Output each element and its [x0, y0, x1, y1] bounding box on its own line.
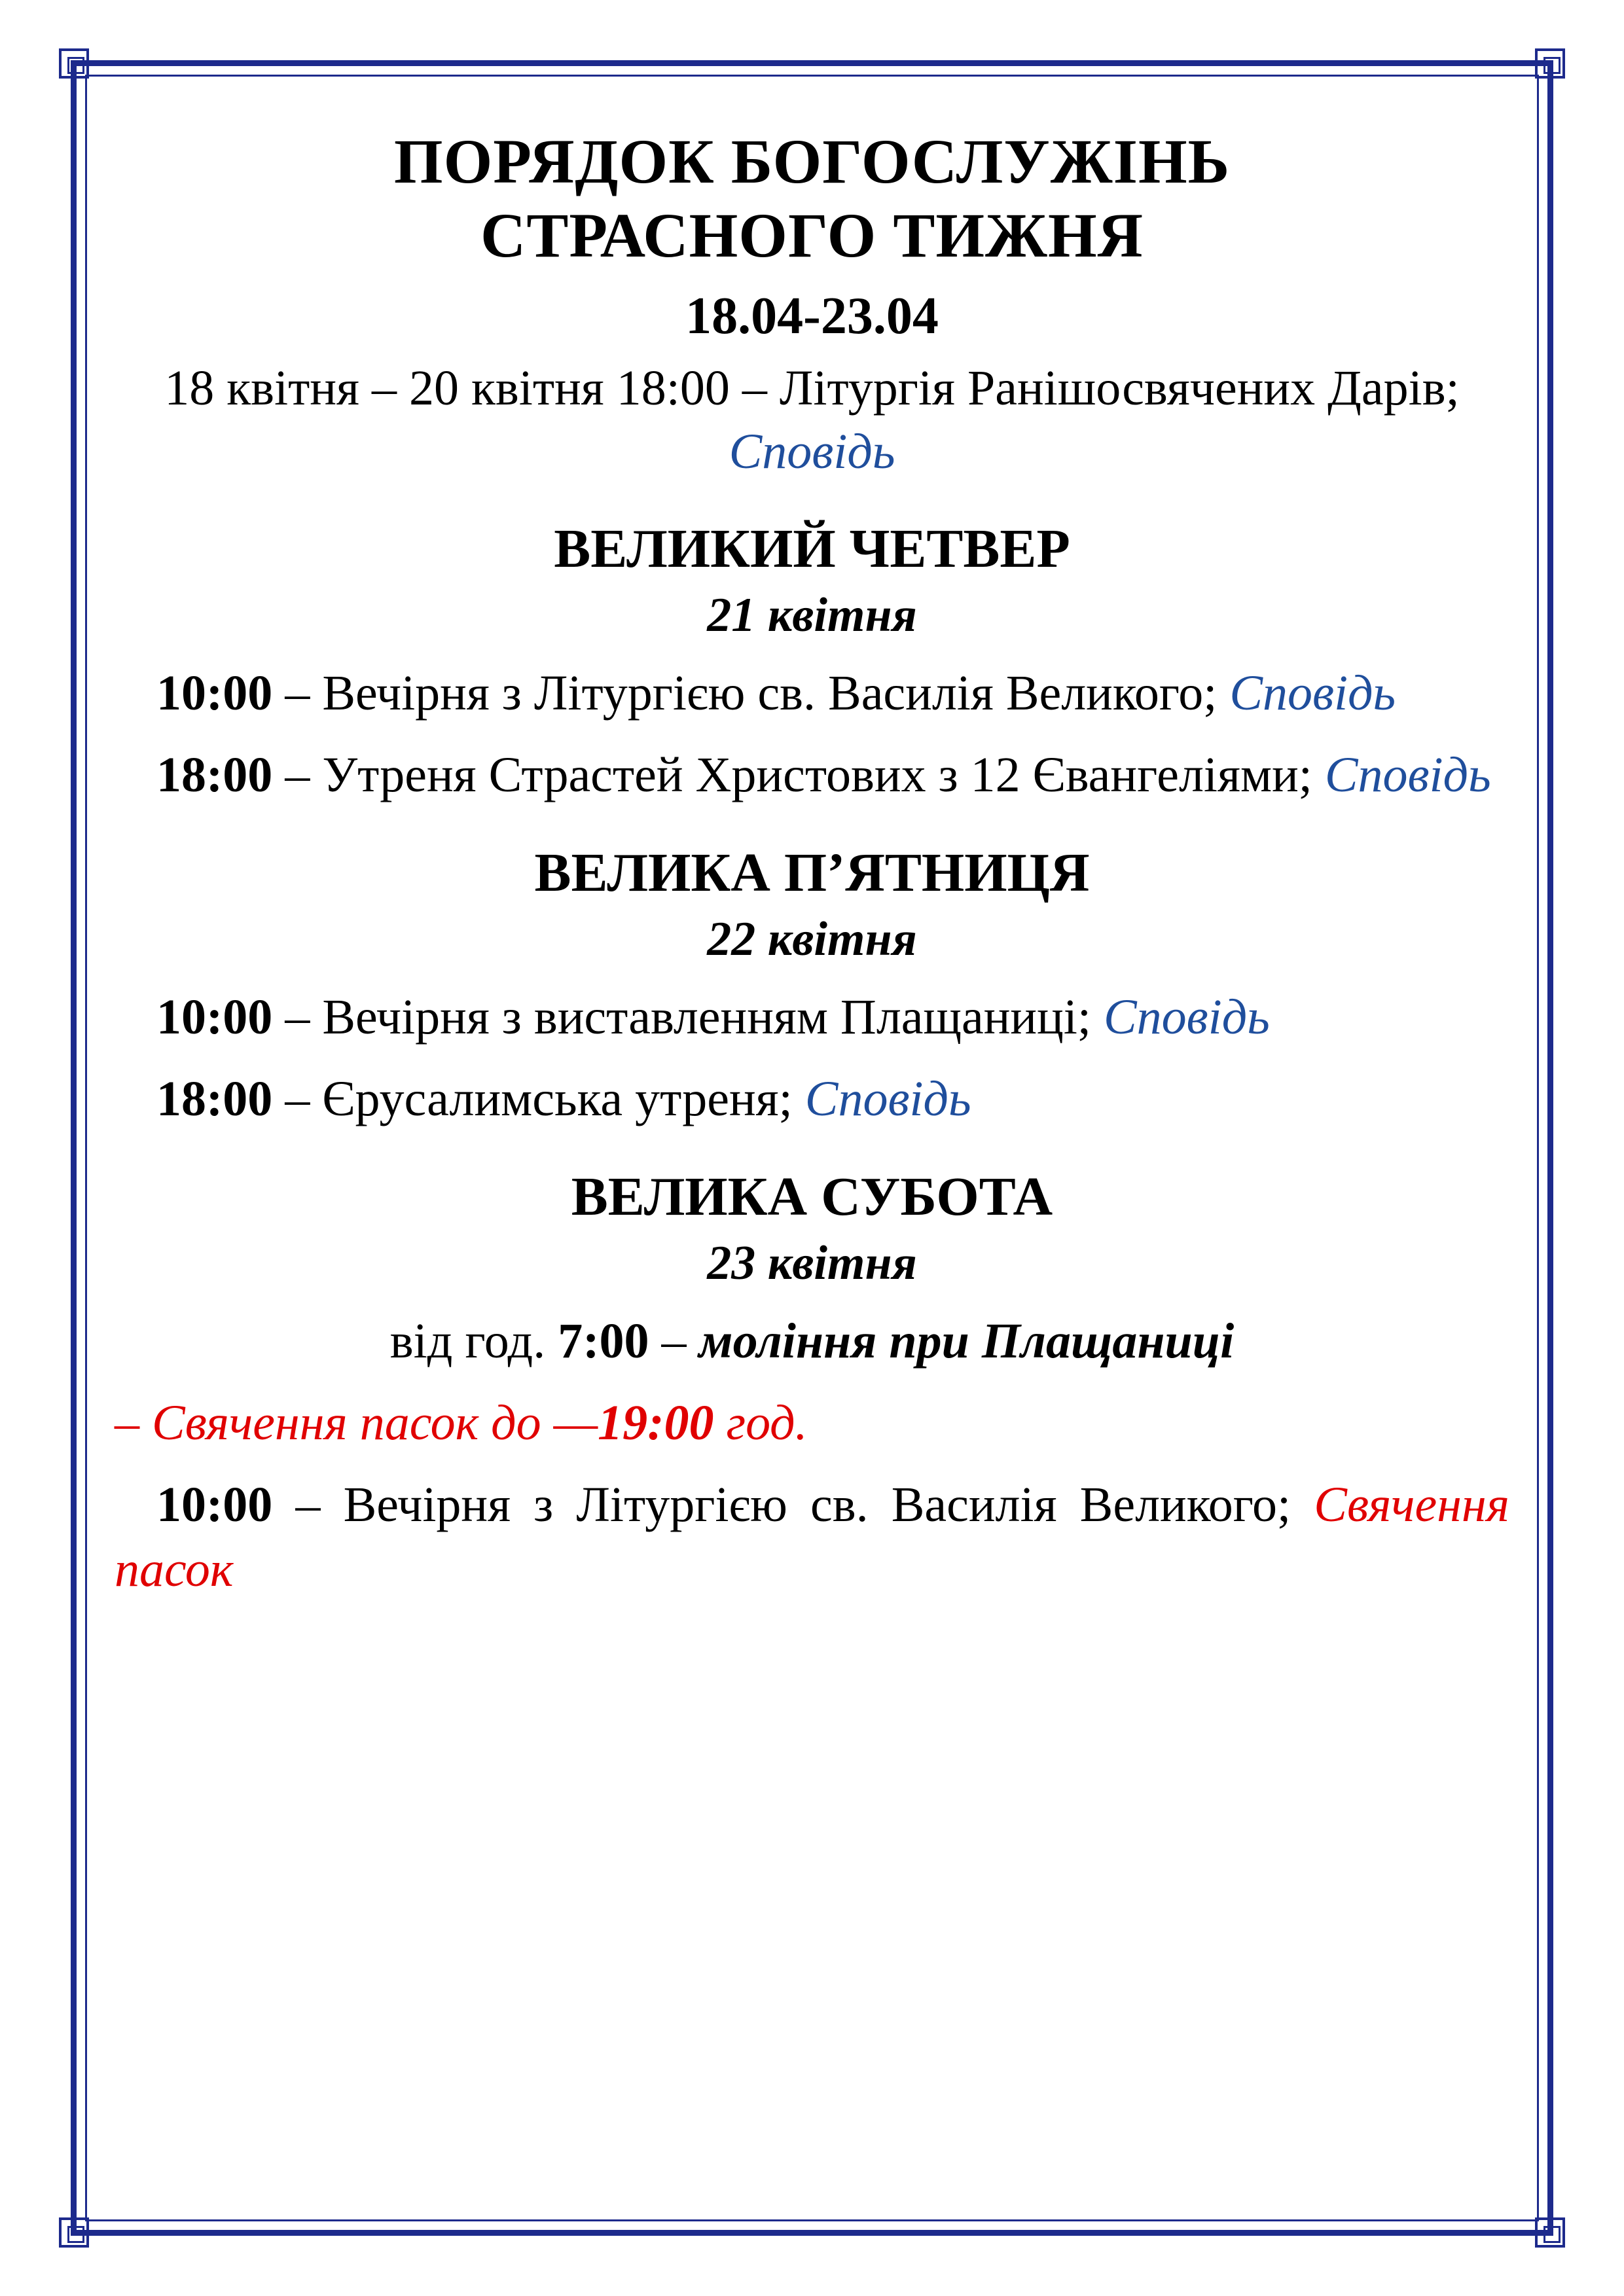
service-entry: [115, 1309, 1509, 1374]
section-date-thursday: 21 квітня: [707, 588, 917, 642]
service-entry: [115, 743, 1509, 808]
title-line-2: СТРАСНОГО ТИЖНЯ: [480, 200, 1144, 271]
service-text: Вечірня з виставленням Плащаниці;: [322, 990, 1091, 1045]
service-time: 10:00: [156, 990, 273, 1045]
dash: –: [661, 1314, 687, 1369]
corner-ornament-top-right: [1535, 48, 1565, 79]
service-text: Вечірня з Літургією св. Василія Великого;: [343, 1477, 1291, 1533]
blessing-note-text: – Свячення пасок до —: [115, 1395, 598, 1451]
service-confession: Сповідь: [1103, 990, 1270, 1045]
corner-ornament-bottom-right: [1535, 2217, 1565, 2248]
section-date-friday: 22 квітня: [707, 912, 917, 966]
service-emphasis: моління при Плащаниці: [698, 1314, 1235, 1369]
service-entry: [115, 1067, 1509, 1132]
dash: –: [285, 990, 310, 1045]
service-time: 10:00: [156, 1477, 273, 1533]
intro-confession: Сповідь: [729, 423, 895, 479]
pascha-blessing-note: [115, 1391, 1509, 1456]
dash: –: [295, 1477, 321, 1533]
service-time: 18:00: [156, 747, 273, 803]
service-text: Утреня Страстей Христових з 12 Євангеліями;: [322, 747, 1312, 803]
service-confession: Сповідь: [1229, 666, 1396, 721]
date-range: 18.04-23.04: [685, 287, 939, 345]
page-title: [115, 124, 1509, 273]
section-heading-friday: ВЕЛИКА П’ЯТНИЦЯ: [534, 842, 1090, 904]
service-text: Єрусалимська утреня;: [322, 1071, 793, 1127]
service-prefix: від год.: [389, 1314, 546, 1369]
section-heading-thursday: ВЕЛИКИЙ ЧЕТВЕР: [554, 518, 1070, 580]
corner-ornament-bottom-left: [59, 2217, 89, 2248]
blessing-note-time: 19:00: [598, 1395, 714, 1451]
service-confession: Сповідь: [804, 1071, 971, 1127]
dash: –: [285, 747, 310, 803]
service-confession: Сповідь: [1324, 747, 1491, 803]
section-heading-saturday: ВЕЛИКА СУБОТА: [571, 1166, 1053, 1228]
service-text: Вечірня з Літургією св. Василія Великого;: [322, 666, 1218, 721]
service-entry: [115, 1473, 1509, 1602]
service-entry: [115, 661, 1509, 726]
blessing-note-tail: год.: [713, 1395, 808, 1451]
intro-text: 18 квітня – 20 квітня 18:00 – Літургія Ранішосвячених Дарів;: [164, 360, 1460, 416]
service-time: 18:00: [156, 1071, 273, 1127]
title-line-1: ПОРЯДОК БОГОСЛУЖІНЬ: [393, 126, 1231, 196]
dash: –: [285, 1071, 310, 1127]
poster-content: [115, 124, 1509, 1602]
service-time: 10:00: [156, 666, 273, 721]
corner-ornament-top-left: [59, 48, 89, 79]
service-time: 7:00: [558, 1314, 649, 1369]
service-blessing: Свячення пасок: [115, 1477, 1510, 1597]
service-entry: [115, 985, 1509, 1050]
section-date-saturday: 23 квітня: [707, 1236, 917, 1290]
intro-paragraph: [115, 357, 1509, 484]
dash: –: [285, 666, 310, 721]
